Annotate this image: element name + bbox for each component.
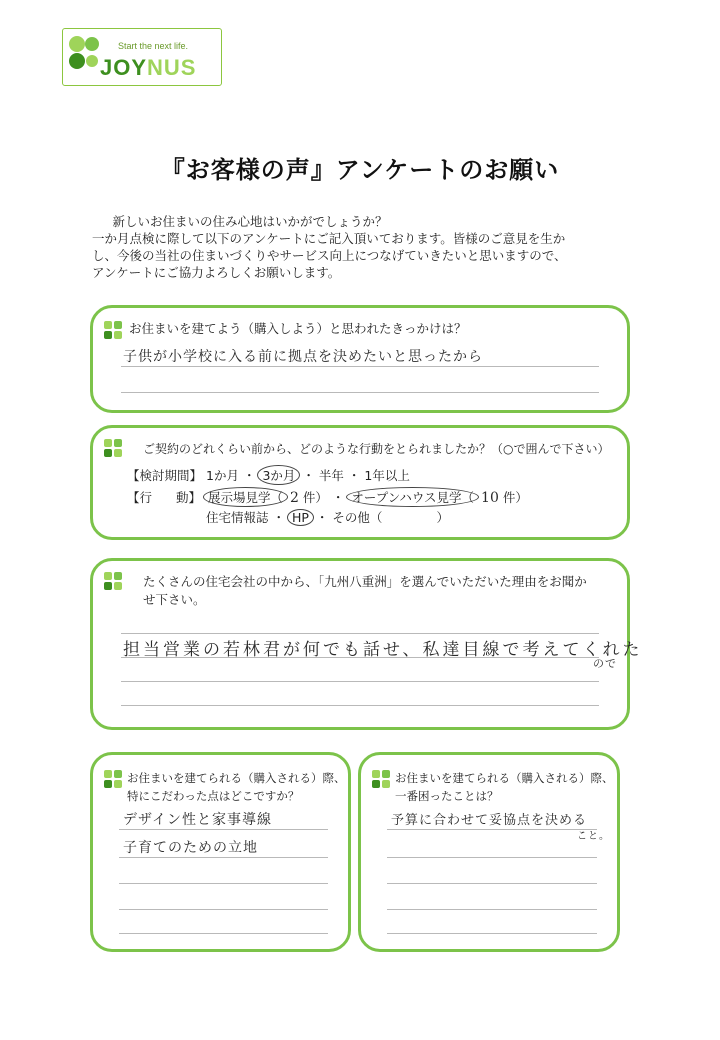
- logo-brand-accent: NUS: [147, 55, 197, 80]
- action-option-hp: HP: [287, 509, 314, 526]
- handwritten-answer: こと。: [577, 831, 610, 842]
- action-option-open-house: オープンハウス見学（: [346, 487, 479, 507]
- answer-line: [387, 857, 597, 858]
- action-row-2: [206, 508, 449, 526]
- action-label: 動】: [176, 490, 202, 505]
- handwritten-answer: デザイン性と家事導線: [123, 812, 273, 828]
- logo-tagline: Start the next life.: [118, 41, 189, 51]
- action-option-other: その他（: [332, 510, 383, 525]
- question-text: ご契約のどれくらい前から、どのような行動をとられましたか？（○で囲んで下さい）: [143, 442, 610, 456]
- handwritten-answer: 子育てのための立地: [123, 840, 258, 856]
- answer-line: [387, 883, 597, 884]
- clover-bullet-icon: [371, 769, 391, 789]
- period-option: 1年以上: [364, 468, 410, 483]
- separator: ・: [272, 510, 286, 525]
- separator: ・: [302, 468, 315, 483]
- question-text: 特にこだわった点はどこですか？: [127, 789, 300, 803]
- handwritten-count: 10: [481, 490, 499, 506]
- clover-bullet-icon: [103, 571, 123, 591]
- answer-line: [387, 933, 597, 934]
- separator: ・: [331, 490, 345, 505]
- joynus-logo: [62, 28, 222, 86]
- question-text: お住まいを建てられる（購入される）際、: [127, 771, 346, 785]
- action-unit: 件）: [502, 490, 528, 505]
- answer-line: [119, 857, 328, 858]
- clover-bullet-icon: [103, 438, 123, 458]
- question-panel-focus: [90, 752, 351, 952]
- period-row: [127, 466, 410, 484]
- question-text: 一番困ったことは？: [395, 789, 499, 803]
- period-option: 半年: [318, 468, 344, 483]
- separator: ・: [315, 510, 329, 525]
- action-label: 【行: [127, 490, 153, 505]
- intro-line: 一か月点検に際して以下のアンケートにご記入頂いております。皆様のご意見を生か: [92, 231, 566, 246]
- intro-line: し、今後の当社の住まいづくりやサービス向上につなげていきたいと思いますので、: [92, 248, 567, 263]
- answer-line: [387, 829, 597, 830]
- answer-line: [119, 883, 328, 884]
- answer-line: [121, 633, 599, 634]
- page-title: 『お客様の声』アンケートのお願い: [160, 156, 560, 184]
- answer-line: [387, 909, 597, 910]
- logo-brand: [100, 55, 196, 81]
- answer-line: [119, 829, 328, 830]
- intro-line: アンケートにご協力よろしくお願いします。: [92, 265, 341, 280]
- answer-line: [121, 657, 599, 658]
- question-text: お住まいを建てよう（購入しよう）と思われたきっかけは？: [129, 321, 467, 336]
- answer-line: [121, 392, 599, 393]
- question-panel-difficulty: [358, 752, 620, 952]
- question-panel-activity: [90, 425, 630, 540]
- question-panel-motivation: [90, 305, 630, 413]
- answer-line: [119, 909, 328, 910]
- handwritten-answer: ので: [593, 657, 617, 670]
- action-option-exhibition: 展示場見学（: [203, 487, 288, 507]
- intro-text: [92, 213, 660, 281]
- handwritten-answer: 担当営業の若林君が何でも話せ、私達目線で考えてくれた: [123, 640, 643, 660]
- period-label: 【検討期間】: [127, 468, 203, 483]
- action-unit: 件）: [302, 490, 328, 505]
- separator: ・: [347, 468, 361, 483]
- handwritten-answer: 予算に合わせて妥協点を決める: [391, 813, 588, 828]
- question-panel-reason: [90, 558, 643, 730]
- question-text: お住まいを建てられる（購入される）際、: [395, 771, 614, 785]
- intro-line: 新しいお住まいの住み心地はいかがでしょうか？: [100, 214, 388, 229]
- action-row: [127, 488, 528, 506]
- question-text: たくさんの住宅会社の中から、「九州八重洲」を選んでいただいた理由をお聞か: [143, 574, 587, 589]
- handwritten-count: 2: [290, 490, 299, 506]
- four-leaf-clover-icon: [67, 33, 101, 81]
- answer-line: [119, 933, 328, 934]
- action-option-magazine: 住宅情報誌: [206, 510, 269, 525]
- answer-line: [121, 705, 599, 706]
- answer-line: [121, 366, 599, 367]
- clover-bullet-icon: [103, 320, 123, 340]
- period-option-selected: 3か月: [257, 465, 300, 485]
- logo-brand-main: JOY: [100, 55, 148, 80]
- answer-line: [121, 681, 599, 682]
- handwritten-answer: 子供が小学校に入る前に拠点を決めたいと思ったから: [123, 349, 483, 365]
- question-text: せ下さい。: [143, 592, 206, 607]
- action-other-close: ）: [436, 510, 449, 525]
- period-option: 1か月: [206, 468, 239, 483]
- clover-bullet-icon: [103, 769, 123, 789]
- separator: ・: [242, 468, 256, 483]
